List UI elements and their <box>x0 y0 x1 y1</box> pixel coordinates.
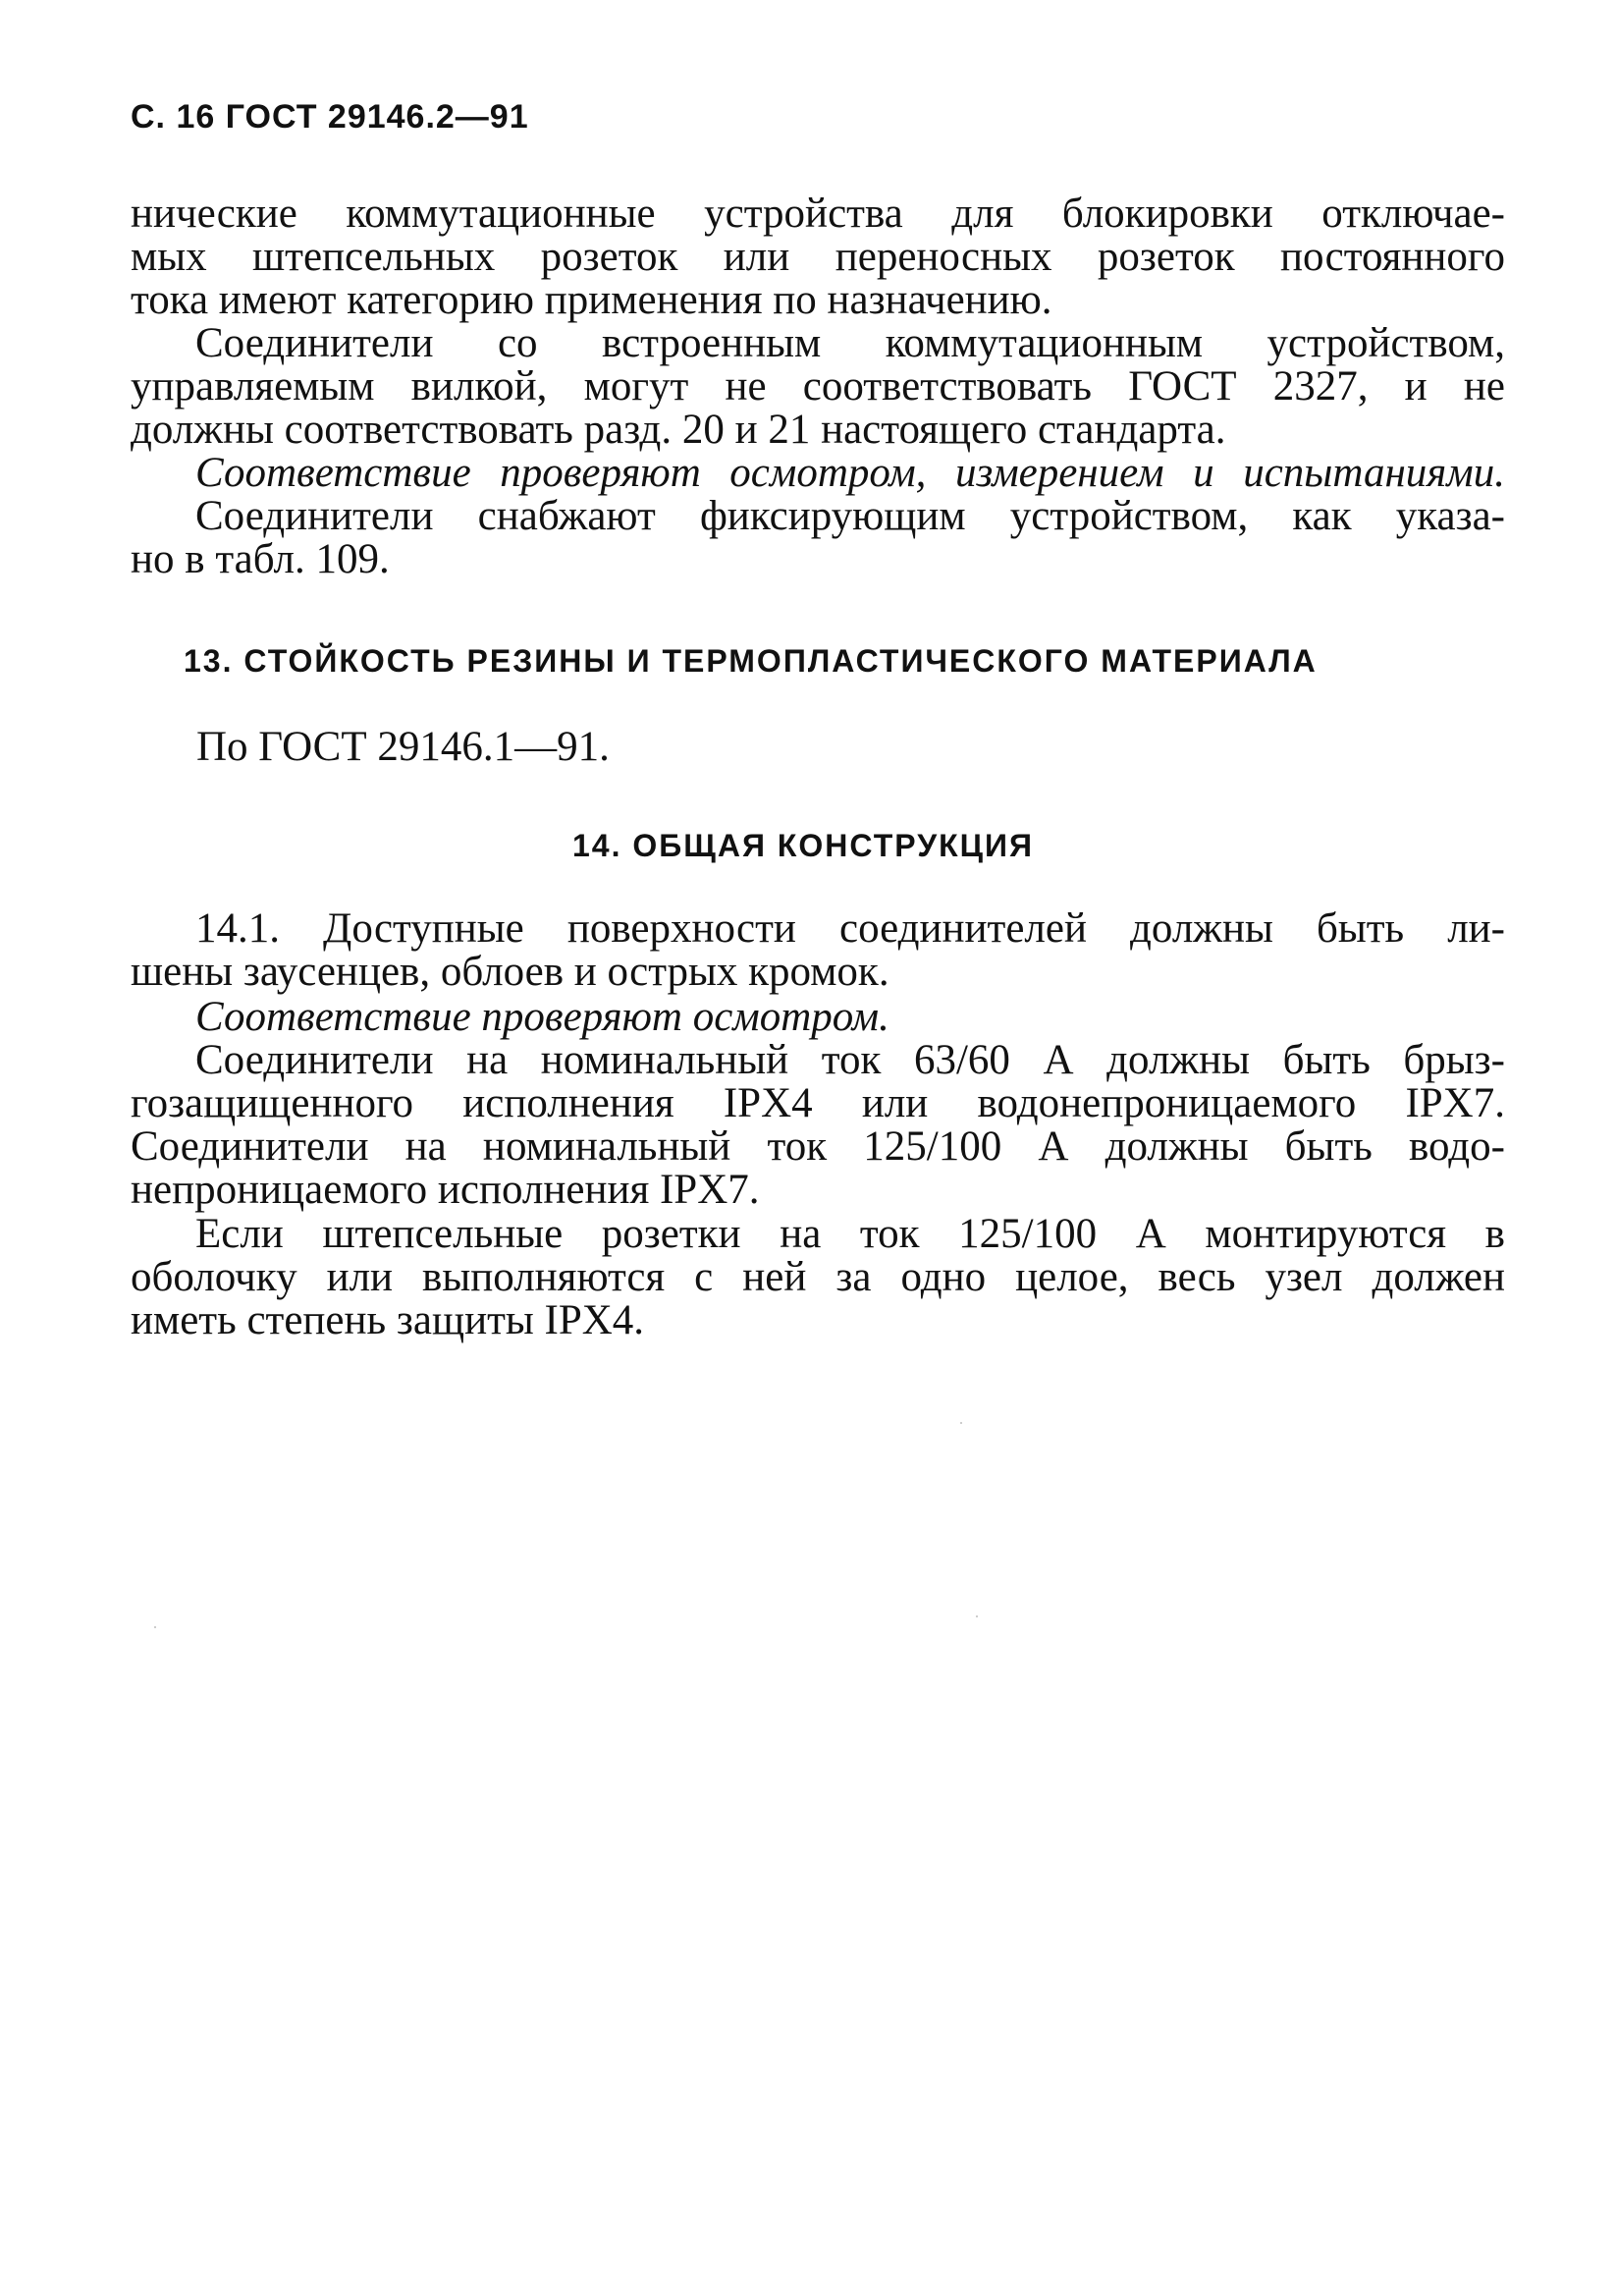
text-line: оболочку или выполняются с ней за одно целое, весь узел должен <box>131 1254 1505 1300</box>
text-line: шены заусенцев, облоев и острых кромок. <box>131 949 889 995</box>
text-line: Соединители на номинальный ток 125/100 А должны быть водо- <box>131 1123 1505 1170</box>
scan-speck <box>960 1422 962 1424</box>
paragraph-fixing-device <box>131 495 1505 581</box>
paragraph-ip-ratings <box>131 1039 1505 1212</box>
paragraph-continued <box>131 192 1505 322</box>
text-line-italic: Соответствие проверяют осмотром, измерением и испытаниями. <box>195 450 1505 496</box>
scan-speck <box>154 1626 156 1628</box>
text-line: управляемым вилкой, могут не соответствовать ГОСТ 2327, и не <box>131 363 1505 410</box>
text-line: мых штепсельных розеток или переносных розеток постоянного <box>131 234 1505 280</box>
text-line: нические коммутационные устройства для блокировки отключае- <box>131 191 1505 237</box>
clause-14-1 <box>131 907 1505 994</box>
text-line: непроницаемого исполнения IPX7. <box>131 1167 760 1213</box>
section-13-heading: 13. СТОЙКОСТЬ РЕЗИНЫ И ТЕРМОПЛАСТИЧЕСКОГО МАТЕРИАЛА <box>184 643 1318 679</box>
section-14-heading: 14. ОБЩАЯ КОНСТРУКЦИЯ <box>572 828 1034 863</box>
running-head: С. 16 ГОСТ 29146.2—91 <box>131 98 529 136</box>
paragraph-enclosure <box>131 1213 1505 1342</box>
section-13-text: По ГОСТ 29146.1—91. <box>196 724 610 770</box>
text-line: но в табл. 109. <box>131 536 390 582</box>
text-line: гозащищенного исполнения IPX4 или водонепроницаемого IPX7. <box>131 1080 1505 1126</box>
compliance-check-inspection <box>131 996 1505 1039</box>
scan-speck <box>976 1615 978 1617</box>
text-line: Соединители на номинальный ток 63/60 А должны быть брыз- <box>195 1037 1505 1083</box>
text-line: 14.1. Доступные поверхности соединителей должны быть ли- <box>195 905 1505 952</box>
text-line: тока имеют категорию применения по назначению. <box>131 277 1052 323</box>
paragraph-connectors-switch <box>131 322 1505 452</box>
text-line: иметь степень защиты IPX4. <box>131 1297 645 1343</box>
compliance-check-line <box>131 452 1505 495</box>
text-line: Соединители со встроенным коммутационным устройством, <box>195 320 1505 366</box>
text-line: должны соответствовать разд. 20 и 21 настоящего стандарта. <box>131 407 1226 453</box>
text-line-italic: Соответствие проверяют осмотром. <box>195 994 889 1040</box>
text-line: Если штепсельные розетки на ток 125/100 А монтируются в <box>195 1211 1505 1257</box>
text-line: Соединители снабжают фиксирующим устройством, как указа- <box>195 493 1505 539</box>
